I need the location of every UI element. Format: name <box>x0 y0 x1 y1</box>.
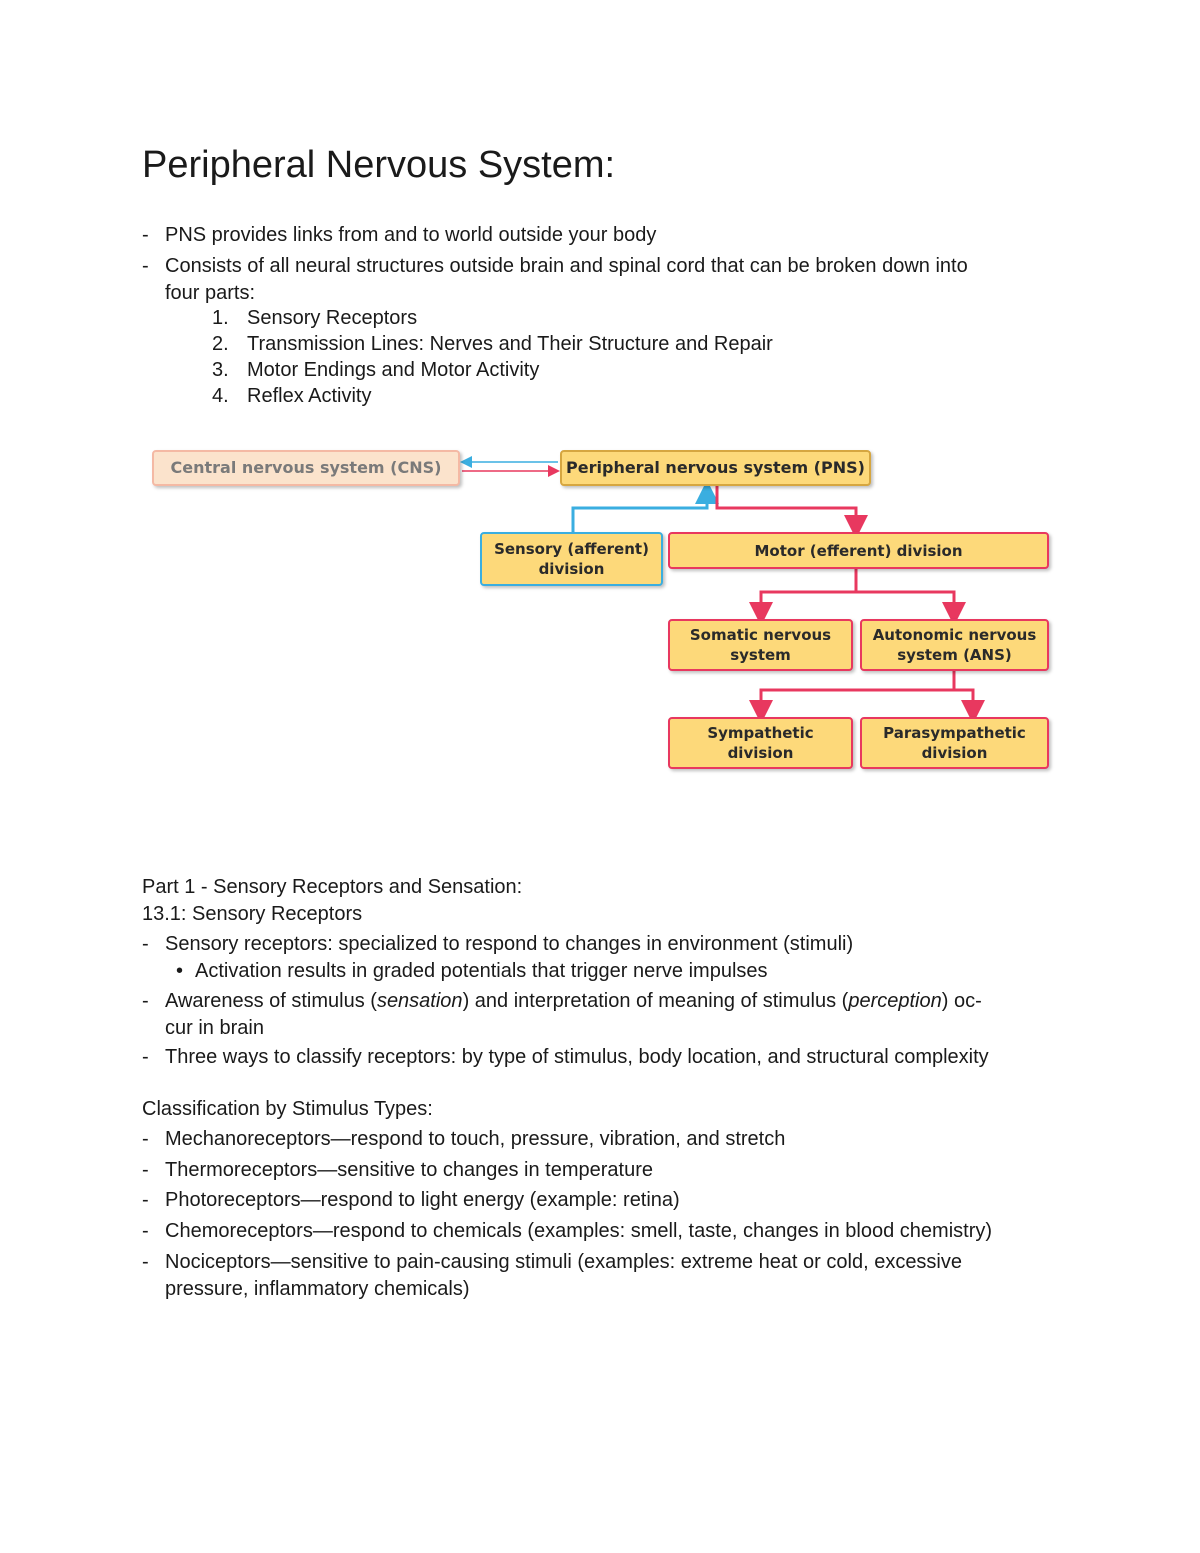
motor-to-somatic-arrow <box>761 592 856 614</box>
sensory-to-pns-arrow <box>573 492 707 532</box>
part-number: 2. <box>212 333 229 355</box>
sensation-term: sensation <box>376 990 463 1012</box>
autonomic-box <box>860 619 1049 671</box>
classification-item-cont: pressure, inflammatory chemicals) <box>165 1278 470 1300</box>
sensory-label-line2: division <box>538 560 605 578</box>
bullet-dash: - <box>142 1046 149 1068</box>
ans-to-sympathetic-arrow <box>761 690 954 712</box>
b2-text-c: ) oc- <box>941 990 982 1012</box>
bullet-dash: - <box>142 1251 149 1273</box>
bullet-dash: - <box>142 255 149 277</box>
pns-box <box>560 450 871 486</box>
part-label: Motor Endings and Motor Activity <box>247 359 540 381</box>
classification-item: Thermoreceptors—sensitive to changes in temperature <box>165 1159 654 1181</box>
parasympathetic-label-line2: division <box>921 744 988 762</box>
sub-bullet-dot: • <box>176 960 184 982</box>
bullet-dash: - <box>142 990 149 1012</box>
sympathetic-box <box>668 717 853 769</box>
part1-bullet-3: Three ways to classify receptors: by type of stimulus, body location, and structural complexity <box>165 1046 989 1068</box>
parasympathetic-box <box>860 717 1049 769</box>
sensory-division-box <box>480 532 663 586</box>
part1-bullet-1: Sensory receptors: specialized to respond to changes in environment (stimuli) <box>165 933 854 955</box>
autonomic-label-line1: Autonomic nervous <box>872 626 1037 644</box>
intro-bullet-1: PNS provides links from and to world outside your body <box>165 224 657 246</box>
sympathetic-label-line2: division <box>727 744 794 762</box>
somatic-label-line1: Somatic nervous <box>689 626 832 644</box>
motor-division-box <box>668 532 1049 569</box>
part-number: 3. <box>212 359 229 381</box>
part1-bullet-2 <box>165 988 982 1015</box>
autonomic-label-line2: system (ANS) <box>897 646 1012 664</box>
bullet-dash: - <box>142 1159 149 1181</box>
intro-bullet-2: Consists of all neural structures outside brain and spinal cord that can be broken down into <box>165 255 968 277</box>
motor-label: Motor (efferent) division <box>754 541 963 560</box>
part1-bullet-1-sub: Activation results in graded potentials that trigger nerve impulses <box>195 960 768 982</box>
pns-to-motor-arrow <box>717 486 856 527</box>
classification-item: Nociceptors—sensitive to pain-causing stimuli (examples: extreme heat or cold, excessive <box>165 1251 963 1273</box>
bullet-dash: - <box>142 1128 149 1150</box>
somatic-label-line2: system <box>730 646 791 664</box>
cns-box <box>152 450 460 486</box>
classification-item: Mechanoreceptors—respond to touch, pressure, vibration, and stretch <box>165 1128 786 1150</box>
part-number: 1. <box>212 307 229 329</box>
ans-to-parasympathetic-arrow <box>954 690 973 712</box>
intro-bullet-2-cont: four parts: <box>165 282 256 304</box>
sensory-label-line1: Sensory (afferent) <box>494 540 649 558</box>
part-label: Reflex Activity <box>247 385 372 407</box>
bullet-dash: - <box>142 224 149 246</box>
bullet-dash: - <box>142 1220 149 1242</box>
classification-item: Photoreceptors—respond to light energy (example: retina) <box>165 1189 680 1211</box>
pns-label: Peripheral nervous system (PNS) <box>566 458 865 477</box>
part-number: 4. <box>212 385 229 407</box>
classification-heading: Classification by Stimulus Types: <box>142 1098 433 1120</box>
sympathetic-label-line1: Sympathetic <box>707 724 814 742</box>
bullet-dash: - <box>142 1189 149 1211</box>
part1-subheading: 13.1: Sensory Receptors <box>142 903 363 925</box>
somatic-box <box>668 619 853 671</box>
parasympathetic-label-line1: Parasympathetic <box>883 724 1026 742</box>
classification-item: Chemoreceptors—respond to chemicals (examples: smell, taste, changes in blood chemistry) <box>165 1220 993 1242</box>
perception-term: perception <box>848 990 942 1012</box>
motor-to-autonomic-arrow <box>856 592 954 614</box>
b2-text-a: Awareness of stimulus ( <box>165 990 377 1012</box>
part-label: Transmission Lines: Nerves and Their Structure and Repair <box>247 333 773 355</box>
bullet-dash: - <box>142 933 149 955</box>
part-label: Sensory Receptors <box>247 307 418 329</box>
page-title: Peripheral Nervous System: <box>142 144 616 186</box>
part1-bullet-2-cont: cur in brain <box>165 1017 264 1039</box>
b2-text-b: ) and interpretation of meaning of stimulus ( <box>462 990 849 1012</box>
cns-label: Central nervous system (CNS) <box>170 458 442 477</box>
part1-heading: Part 1 - Sensory Receptors and Sensation: <box>142 876 523 898</box>
